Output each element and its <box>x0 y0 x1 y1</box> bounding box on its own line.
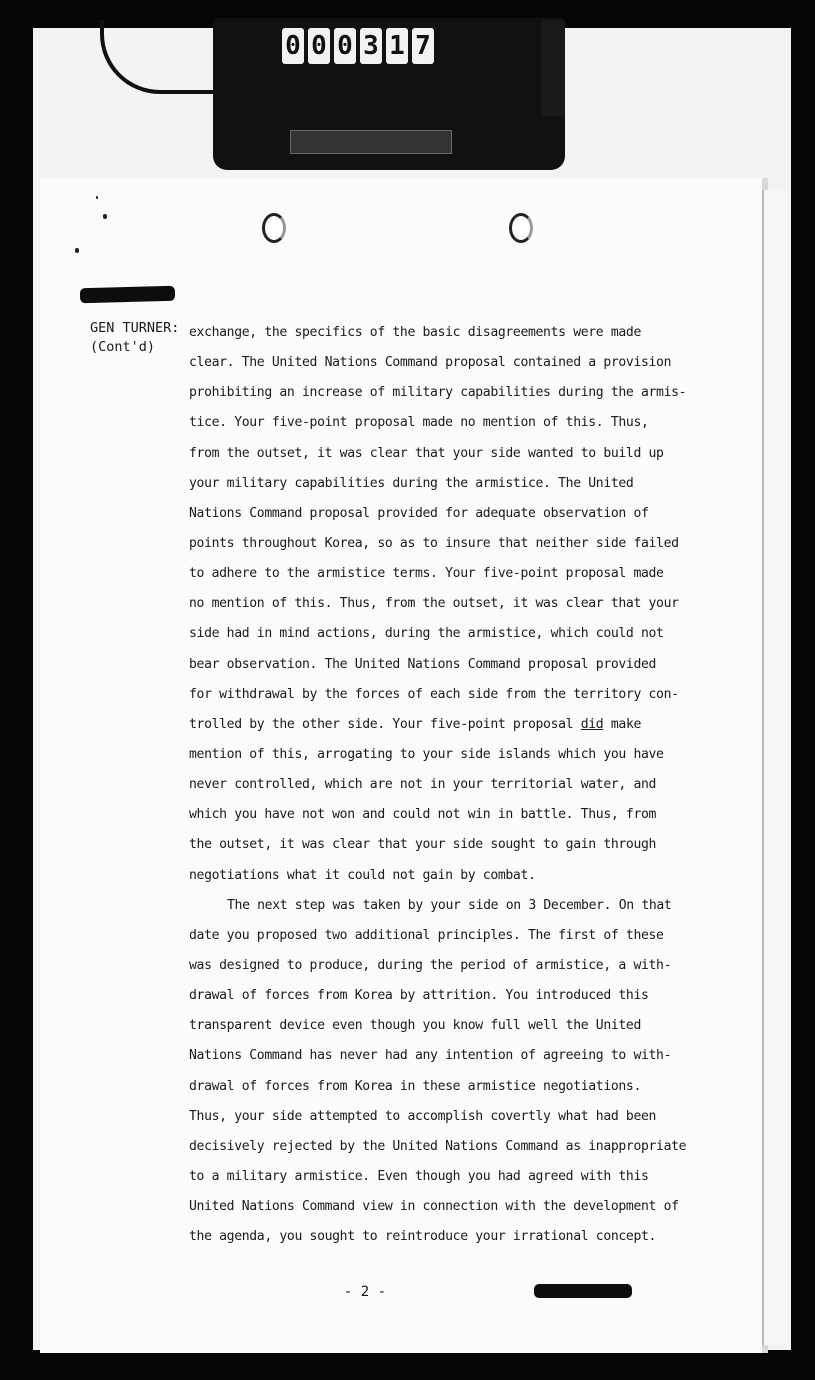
counter-digit: 1 <box>386 28 408 64</box>
text-line-content: Nations Command proposal provided for adequate observation of <box>189 505 649 521</box>
text-line-content: clear. The United Nations Command proposal contained a provision <box>189 355 672 371</box>
text-line <box>189 378 709 408</box>
text-line <box>189 1102 709 1132</box>
text-line-content: no mention of this. Thus, from the outset, it was clear that your <box>189 596 679 612</box>
text-line-content: United Nations Command view in connection with the development of <box>189 1199 679 1215</box>
text-line <box>189 1011 709 1041</box>
text-line <box>189 469 709 499</box>
text-line-content: was designed to produce, during the period of armistice, a with- <box>189 957 672 973</box>
text-line-content: date you proposed two additional principles. The first of these <box>189 927 664 943</box>
text-line <box>189 408 709 438</box>
counter-digit: 0 <box>282 28 304 64</box>
text-line <box>189 951 709 981</box>
text-line-content: your military capabilities during the armistice. The United <box>189 475 634 491</box>
counter-digit: 3 <box>360 28 382 64</box>
text-line <box>189 800 709 830</box>
text-line <box>189 1222 709 1252</box>
page-edge <box>762 190 788 1345</box>
speaker-continuation: (Cont'd) <box>90 339 156 355</box>
text-line-content: mention of this, arrogating to your side islands which you have <box>189 746 664 762</box>
text-line-content: to a military armistice. Even though you had agreed with this <box>189 1168 649 1184</box>
punch-hole <box>262 213 286 243</box>
text-line <box>189 710 709 740</box>
text-line-content: trolled by the other side. Your five-point proposal <box>189 716 581 732</box>
body-text <box>189 318 709 1252</box>
counter-knob <box>541 20 565 116</box>
frame-counter-digits <box>282 28 472 66</box>
punch-hole <box>509 213 533 243</box>
text-line-content: decisively rejected by the United Nations Command as inappropriate <box>189 1138 687 1154</box>
text-line-content: the agenda, you sought to reintroduce your irrational concept. <box>189 1229 657 1245</box>
text-line <box>189 830 709 860</box>
text-line-content: transparent device even though you know full well the United <box>189 1018 641 1034</box>
text-line <box>189 861 709 891</box>
text-line-content: exchange, the specifics of the basic disagreements were made <box>189 325 641 340</box>
text-line-tail: make <box>603 716 642 732</box>
text-line-content: side had in mind actions, during the armistice, which could not <box>189 626 664 642</box>
speck-mark <box>75 248 79 253</box>
text-line <box>189 1132 709 1162</box>
text-line <box>189 589 709 619</box>
speaker-name: GEN TURNER: <box>90 320 180 336</box>
text-line-content: Nations Command has never had any intention of agreeing to with- <box>189 1048 672 1064</box>
text-line <box>189 740 709 770</box>
text-line <box>189 499 709 529</box>
text-line-content: tice. Your five-point proposal made no mention of this. Thus, <box>189 415 649 431</box>
text-line-content: the outset, it was clear that your side sought to gain through <box>189 837 657 853</box>
speck-mark <box>96 196 98 199</box>
text-line-content: drawal of forces from Korea by attrition. You introduced this <box>189 988 649 1004</box>
speaker-label <box>90 319 190 357</box>
text-line-content: points throughout Korea, so as to insure that neither side failed <box>189 535 679 551</box>
text-line <box>189 1162 709 1192</box>
counter-digit: 0 <box>334 28 356 64</box>
underlined-word: did <box>580 716 604 732</box>
text-line <box>189 650 709 680</box>
text-line <box>189 891 709 921</box>
counter-digit: 0 <box>308 28 330 64</box>
counter-digit: 7 <box>412 28 434 64</box>
text-line-content: negotiations what it could not gain by combat. <box>189 867 536 883</box>
text-line <box>189 619 709 649</box>
text-line <box>189 770 709 800</box>
text-line <box>189 1041 709 1071</box>
text-line <box>189 1072 709 1102</box>
text-line <box>189 981 709 1011</box>
text-line <box>189 529 709 559</box>
text-line-content: from the outset, it was clear that your side wanted to build up <box>189 445 664 461</box>
redaction-mark <box>80 286 175 303</box>
text-line <box>189 680 709 710</box>
text-line-content: The next step was taken by your side on 3 December. On that <box>227 897 672 913</box>
text-line-content: prohibiting an increase of military capabilities during the armis- <box>189 385 687 401</box>
page-number: - 2 - <box>343 1284 387 1300</box>
speck-mark <box>103 214 107 219</box>
text-line-content: to adhere to the armistice terms. Your five-point proposal made <box>189 566 664 582</box>
text-line-content: for withdrawal by the forces of each side from the territory con- <box>189 686 679 702</box>
text-line <box>189 439 709 469</box>
text-line <box>189 348 709 378</box>
text-line-content: which you have not won and could not win in battle. Thus, from <box>189 807 657 823</box>
text-line-content: bear observation. The United Nations Command proposal provided <box>189 656 657 672</box>
text-line <box>189 921 709 951</box>
text-line-content: never controlled, which are not in your territorial water, and <box>189 777 657 793</box>
text-line <box>189 559 709 589</box>
counter-label-plate <box>290 130 452 154</box>
text-line-content: Thus, your side attempted to accomplish covertly what had been <box>189 1108 657 1124</box>
text-line-content: drawal of forces from Korea in these armistice negotiations. <box>189 1078 641 1094</box>
redaction-mark <box>534 1284 632 1298</box>
text-line <box>189 1192 709 1222</box>
text-line <box>189 318 709 348</box>
